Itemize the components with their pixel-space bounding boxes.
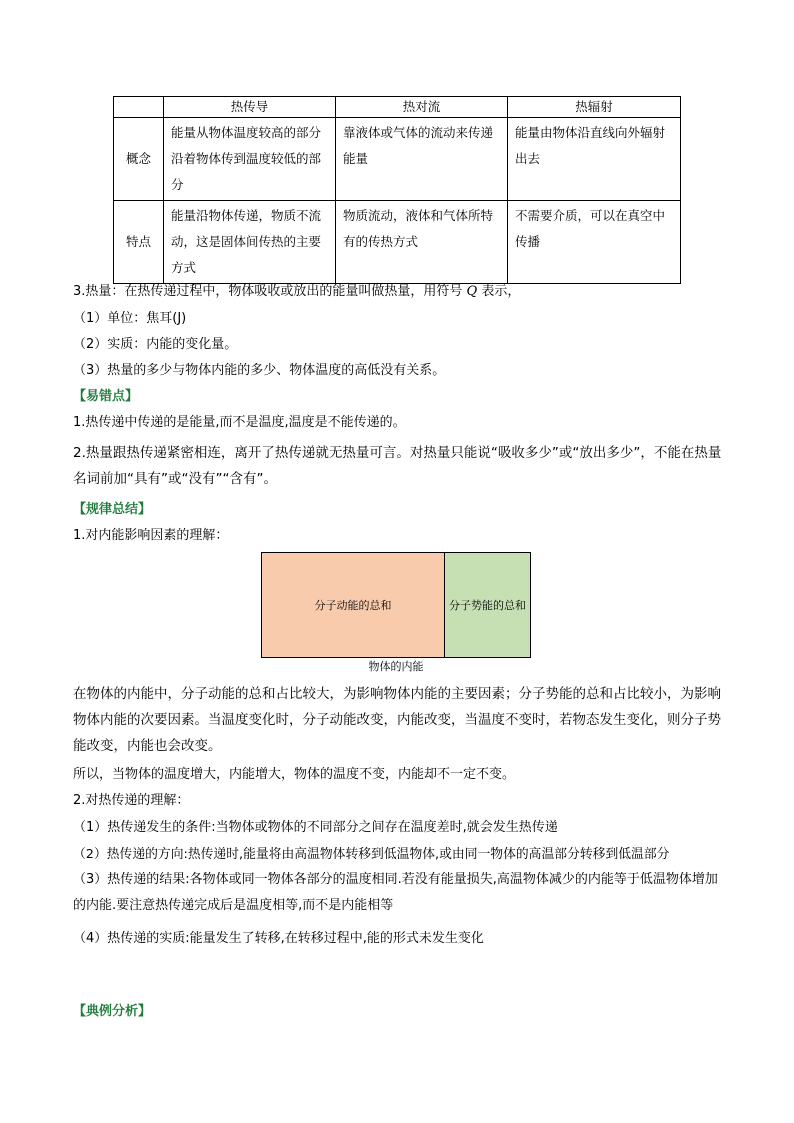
table-header-cell: 热辐射 bbox=[508, 97, 681, 118]
potential-energy-box: 分子势能的总和 bbox=[445, 553, 530, 657]
heat-definition: 3.热量：在热传递过程中，物体吸收或放出的能量叫做热量，用符号 Q 表示， bbox=[73, 284, 521, 299]
summary-paragraph: 在物体的内能中，分子动能的总和占比较大，为影响物体内能的主要因素；分子势能的总和占比较小，为影响物体内能的次要因素。当温度变化时，分子动能改变，内能改变，当温度不变时，若物态发生变化，则分子势能改变，内能也会改变。 bbox=[73, 686, 721, 754]
table-header-cell: 热对流 bbox=[336, 97, 508, 118]
heat-transfer-table bbox=[113, 96, 681, 284]
examples-heading: 【典例分析】 bbox=[73, 1004, 152, 1019]
transfer-direction: （2）热传递的方向:热传递时,能量将由高温物体转移到低温物体,或由同一物体的高温部分转移到低温部分 bbox=[73, 847, 670, 862]
table-row bbox=[114, 118, 681, 201]
table-cell: 物质流动，液体和气体所特有的传热方式 bbox=[336, 201, 508, 284]
transfer-condition: （1）热传递发生的条件:当物体或物体的不同部分之间存在温度差时,就会发生热传递 bbox=[73, 820, 558, 835]
table-cell: 靠液体或气体的流动来传递能量 bbox=[336, 118, 508, 201]
transfer-essence: （4）热传递的实质:能量发生了转移,在转移过程中,能的形式未发生变化 bbox=[73, 931, 484, 946]
mistakes-heading: 【易错点】 bbox=[73, 389, 139, 404]
table-cell: 能量从物体温度较高的部分沿着物体传到温度较低的部分 bbox=[164, 118, 336, 201]
summary-intro: 1.对内能影响因素的理解： bbox=[73, 528, 229, 543]
diagram-caption: 物体的内能 bbox=[368, 660, 424, 673]
summary-heading: 【规律总结】 bbox=[73, 502, 152, 517]
table-cell: 不需要介质，可以在真空中传播 bbox=[508, 201, 681, 284]
table-header-cell bbox=[114, 97, 164, 118]
row-label: 概念 bbox=[114, 118, 164, 201]
heat-essence: （2）实质：内能的变化量。 bbox=[73, 337, 238, 352]
kinetic-energy-box: 分子动能的总和 bbox=[262, 553, 445, 657]
transfer-result: （3）热传递的结果:各物体或同一物体各部分的温度相同.若没有能量损失,高温物体减少的内能等于低温物体增加的内能.要注意热传递完成后是温度相等,而不是内能相等 bbox=[73, 872, 718, 913]
row-label: 特点 bbox=[114, 201, 164, 284]
table-cell: 能量沿物体传递，物质不流动，这是固体间传热的主要方式 bbox=[164, 201, 336, 284]
heat-symbol: Q bbox=[466, 284, 478, 299]
mistake-point: 1.热传递中传递的是能量,而不是温度,温度是不能传递的。 bbox=[73, 415, 406, 430]
summary-intro-2: 2.对热传递的理解： bbox=[73, 793, 190, 808]
heat-unit: （1）单位：焦耳(J) bbox=[73, 311, 187, 326]
table-header-cell: 热传导 bbox=[164, 97, 336, 118]
internal-energy-diagram bbox=[261, 552, 531, 658]
mistake-point: 2.热量跟热传递紧密相连，离开了热传递就无热量可言。对热量只能说“吸收多少”或“放出多少”，不能在热量名词前加“具有”或“没有”“含有”。 bbox=[73, 445, 722, 487]
heat-relation: （3）热量的多少与物体内能的多少、物体温度的高低没有关系。 bbox=[73, 363, 446, 378]
table-row bbox=[114, 201, 681, 284]
table-cell: 能量由物体沿直线向外辐射出去 bbox=[508, 118, 681, 201]
summary-conclusion: 所以，当物体的温度增大，内能增大，物体的温度不变，内能却不一定不变。 bbox=[73, 767, 516, 782]
table-header-row bbox=[114, 97, 681, 118]
